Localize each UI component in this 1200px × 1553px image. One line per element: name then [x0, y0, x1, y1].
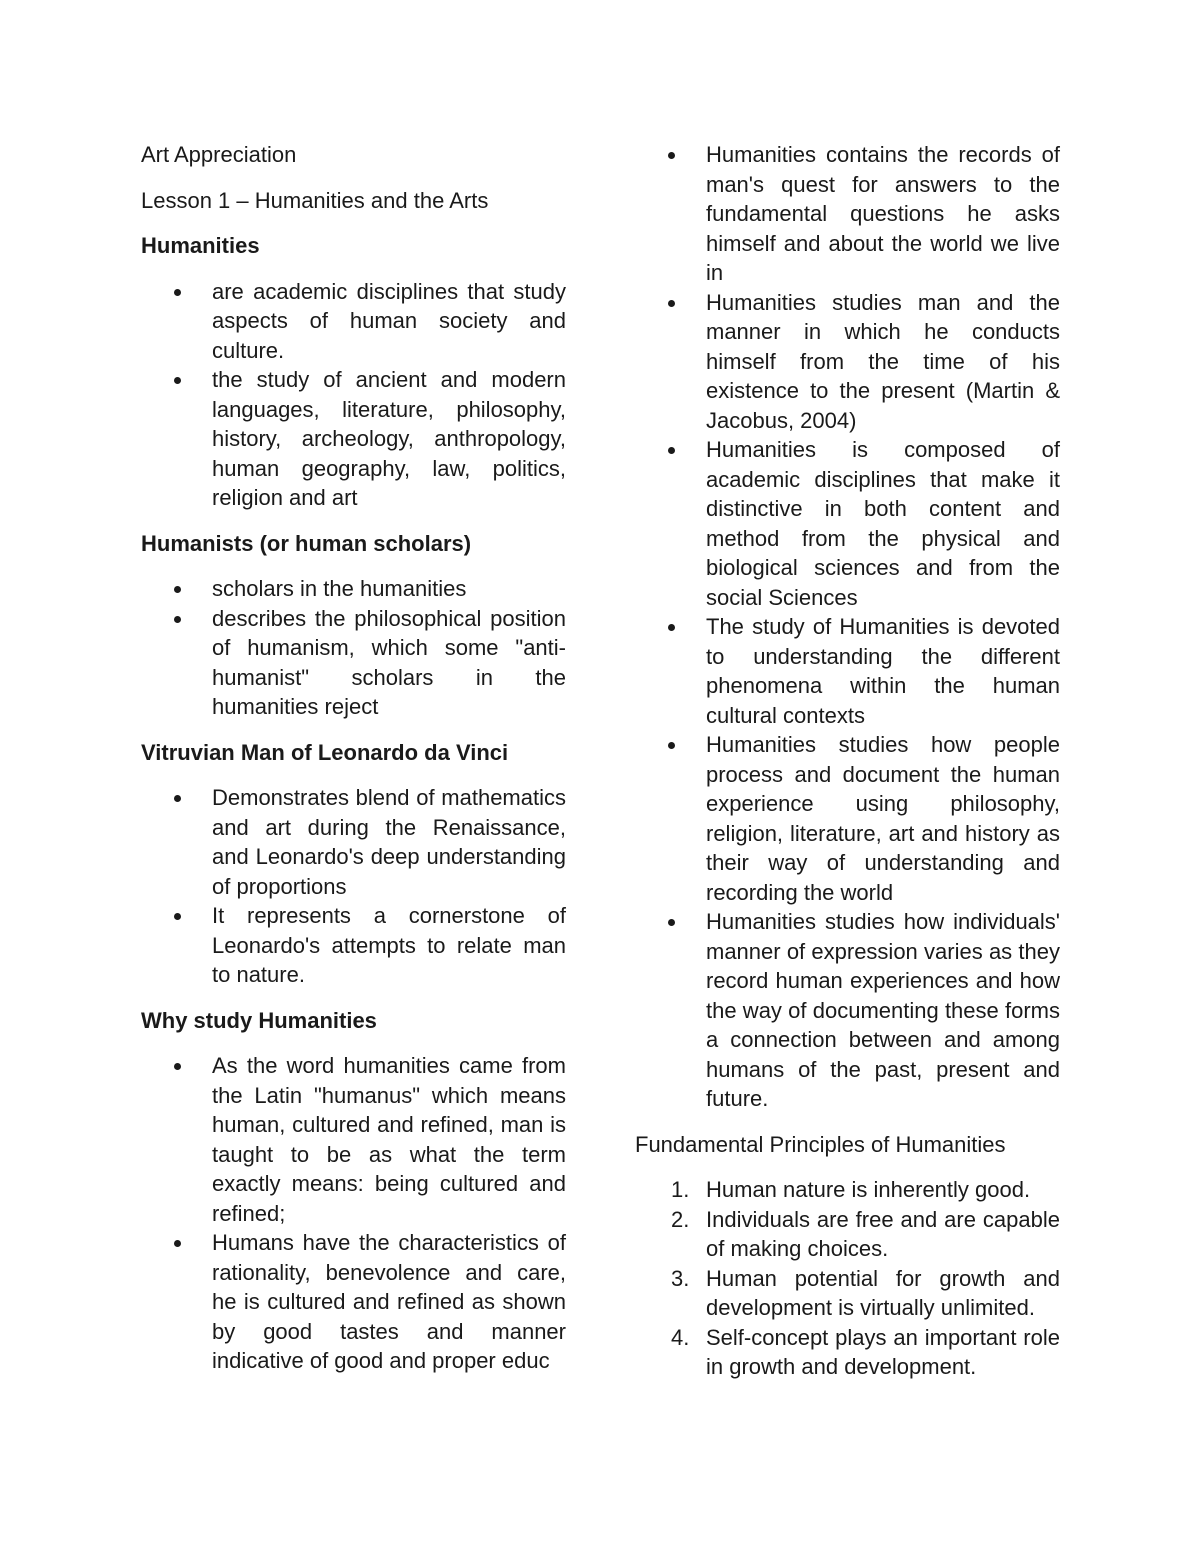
- left-column: [141, 140, 566, 1392]
- list-item: 3. Human potential for growth and development is virtually unlimited.: [671, 1265, 1060, 1320]
- list-number: 3.: [671, 1265, 690, 1291]
- list-item: Humans have the characteristics of rationality, benevolence and care, he is cultured and refined as shown by good tastes and manner indicative of good and proper educ: [141, 1228, 566, 1376]
- list-item: As the word humanities came from the Latin "humanus" which means human, cultured and refined, man is taught to be as what the term exactly means: being cultured and refined;: [141, 1051, 566, 1228]
- list-number: 4.: [671, 1324, 690, 1350]
- bullet-icon: [174, 1240, 181, 1247]
- bullet-icon: [174, 913, 181, 920]
- humanists-list: [141, 574, 566, 722]
- principles-title: Fundamental Principles of Humanities: [635, 1131, 1006, 1157]
- right-column: [635, 140, 1060, 1398]
- list-item: describes the philosophical position of humanism, which some "anti-humanist" scholars in the humanities reject: [141, 604, 566, 722]
- list-item: 2. Individuals are free and are capable of making choices.: [671, 1206, 1060, 1261]
- humanities-facts-list: [635, 140, 1060, 1114]
- list-item: scholars in the humanities: [141, 574, 566, 604]
- bullet-icon: [174, 586, 181, 593]
- section-heading-humanists: Humanists (or human scholars): [141, 530, 472, 556]
- list-number: 1.: [671, 1177, 690, 1202]
- bullet-icon: [668, 624, 675, 631]
- why-study-list: [141, 1051, 566, 1376]
- bullet-icon: [174, 616, 181, 623]
- list-item: the study of ancient and modern languages, literature, philosophy, history, archeology, anthropology, human geography, law, politics, religion and art: [141, 365, 566, 513]
- list-item: It represents a cornerstone of Leonardo's attempts to relate man to nature.: [141, 901, 566, 990]
- document-title: Art Appreciation: [141, 142, 297, 167]
- section-heading-why-study: Why study Humanities: [141, 1007, 377, 1033]
- list-item: 4. Self-concept plays an important role in growth and development.: [671, 1324, 1060, 1379]
- bullet-icon: [668, 742, 675, 749]
- bullet-icon: [174, 1063, 181, 1070]
- bullet-icon: [668, 447, 675, 454]
- section-heading-humanities: Humanities: [141, 233, 260, 258]
- list-item: are academic disciplines that study aspects of human society and culture.: [141, 277, 566, 366]
- vitruvian-man-list: [141, 783, 566, 990]
- bullet-icon: [668, 300, 675, 307]
- principles-list: [635, 1175, 1060, 1382]
- list-item: Humanities studies man and the manner in which he conducts himself from the time of his existence to the present (Martin & Jacobus, 2004): [635, 288, 1060, 436]
- bullet-icon: [668, 152, 675, 159]
- list-number: 2.: [671, 1206, 690, 1232]
- bullet-icon: [174, 289, 181, 296]
- bullet-icon: [174, 795, 181, 802]
- humanities-list: [141, 277, 566, 513]
- list-item: The study of Humanities is devoted to understanding the different phenomena within the human cultural contexts: [635, 612, 1060, 730]
- list-item: 1. Human nature is inherently good.: [635, 1175, 1060, 1205]
- list-item: Humanities studies how people process and document the human experience using philosophy, religion, literature, art and history as their way of understanding and recording the world: [635, 730, 1060, 907]
- bullet-icon: [668, 919, 675, 926]
- lesson-title: Lesson 1 – Humanities and the Arts: [141, 187, 489, 213]
- list-item: Humanities studies how individuals' manner of expression varies as they record human experiences and how the way of documenting these forms a connection between and among humans of the past, present and future.: [635, 907, 1060, 1114]
- section-heading-vitruvian-man: Vitruvian Man of Leonardo da Vinci: [141, 739, 509, 765]
- list-item: Humanities is composed of academic disciplines that make it distinctive in both content and method from the physical and biological sciences and from the social Sciences: [635, 435, 1060, 612]
- list-item: Demonstrates blend of mathematics and art during the Renaissance, and Leonardo's deep understanding of proportions: [141, 783, 566, 901]
- list-item: Humanities contains the records of man's quest for answers to the fundamental questions he asks himself and about the world we live in: [635, 140, 1060, 288]
- bullet-icon: [174, 377, 181, 384]
